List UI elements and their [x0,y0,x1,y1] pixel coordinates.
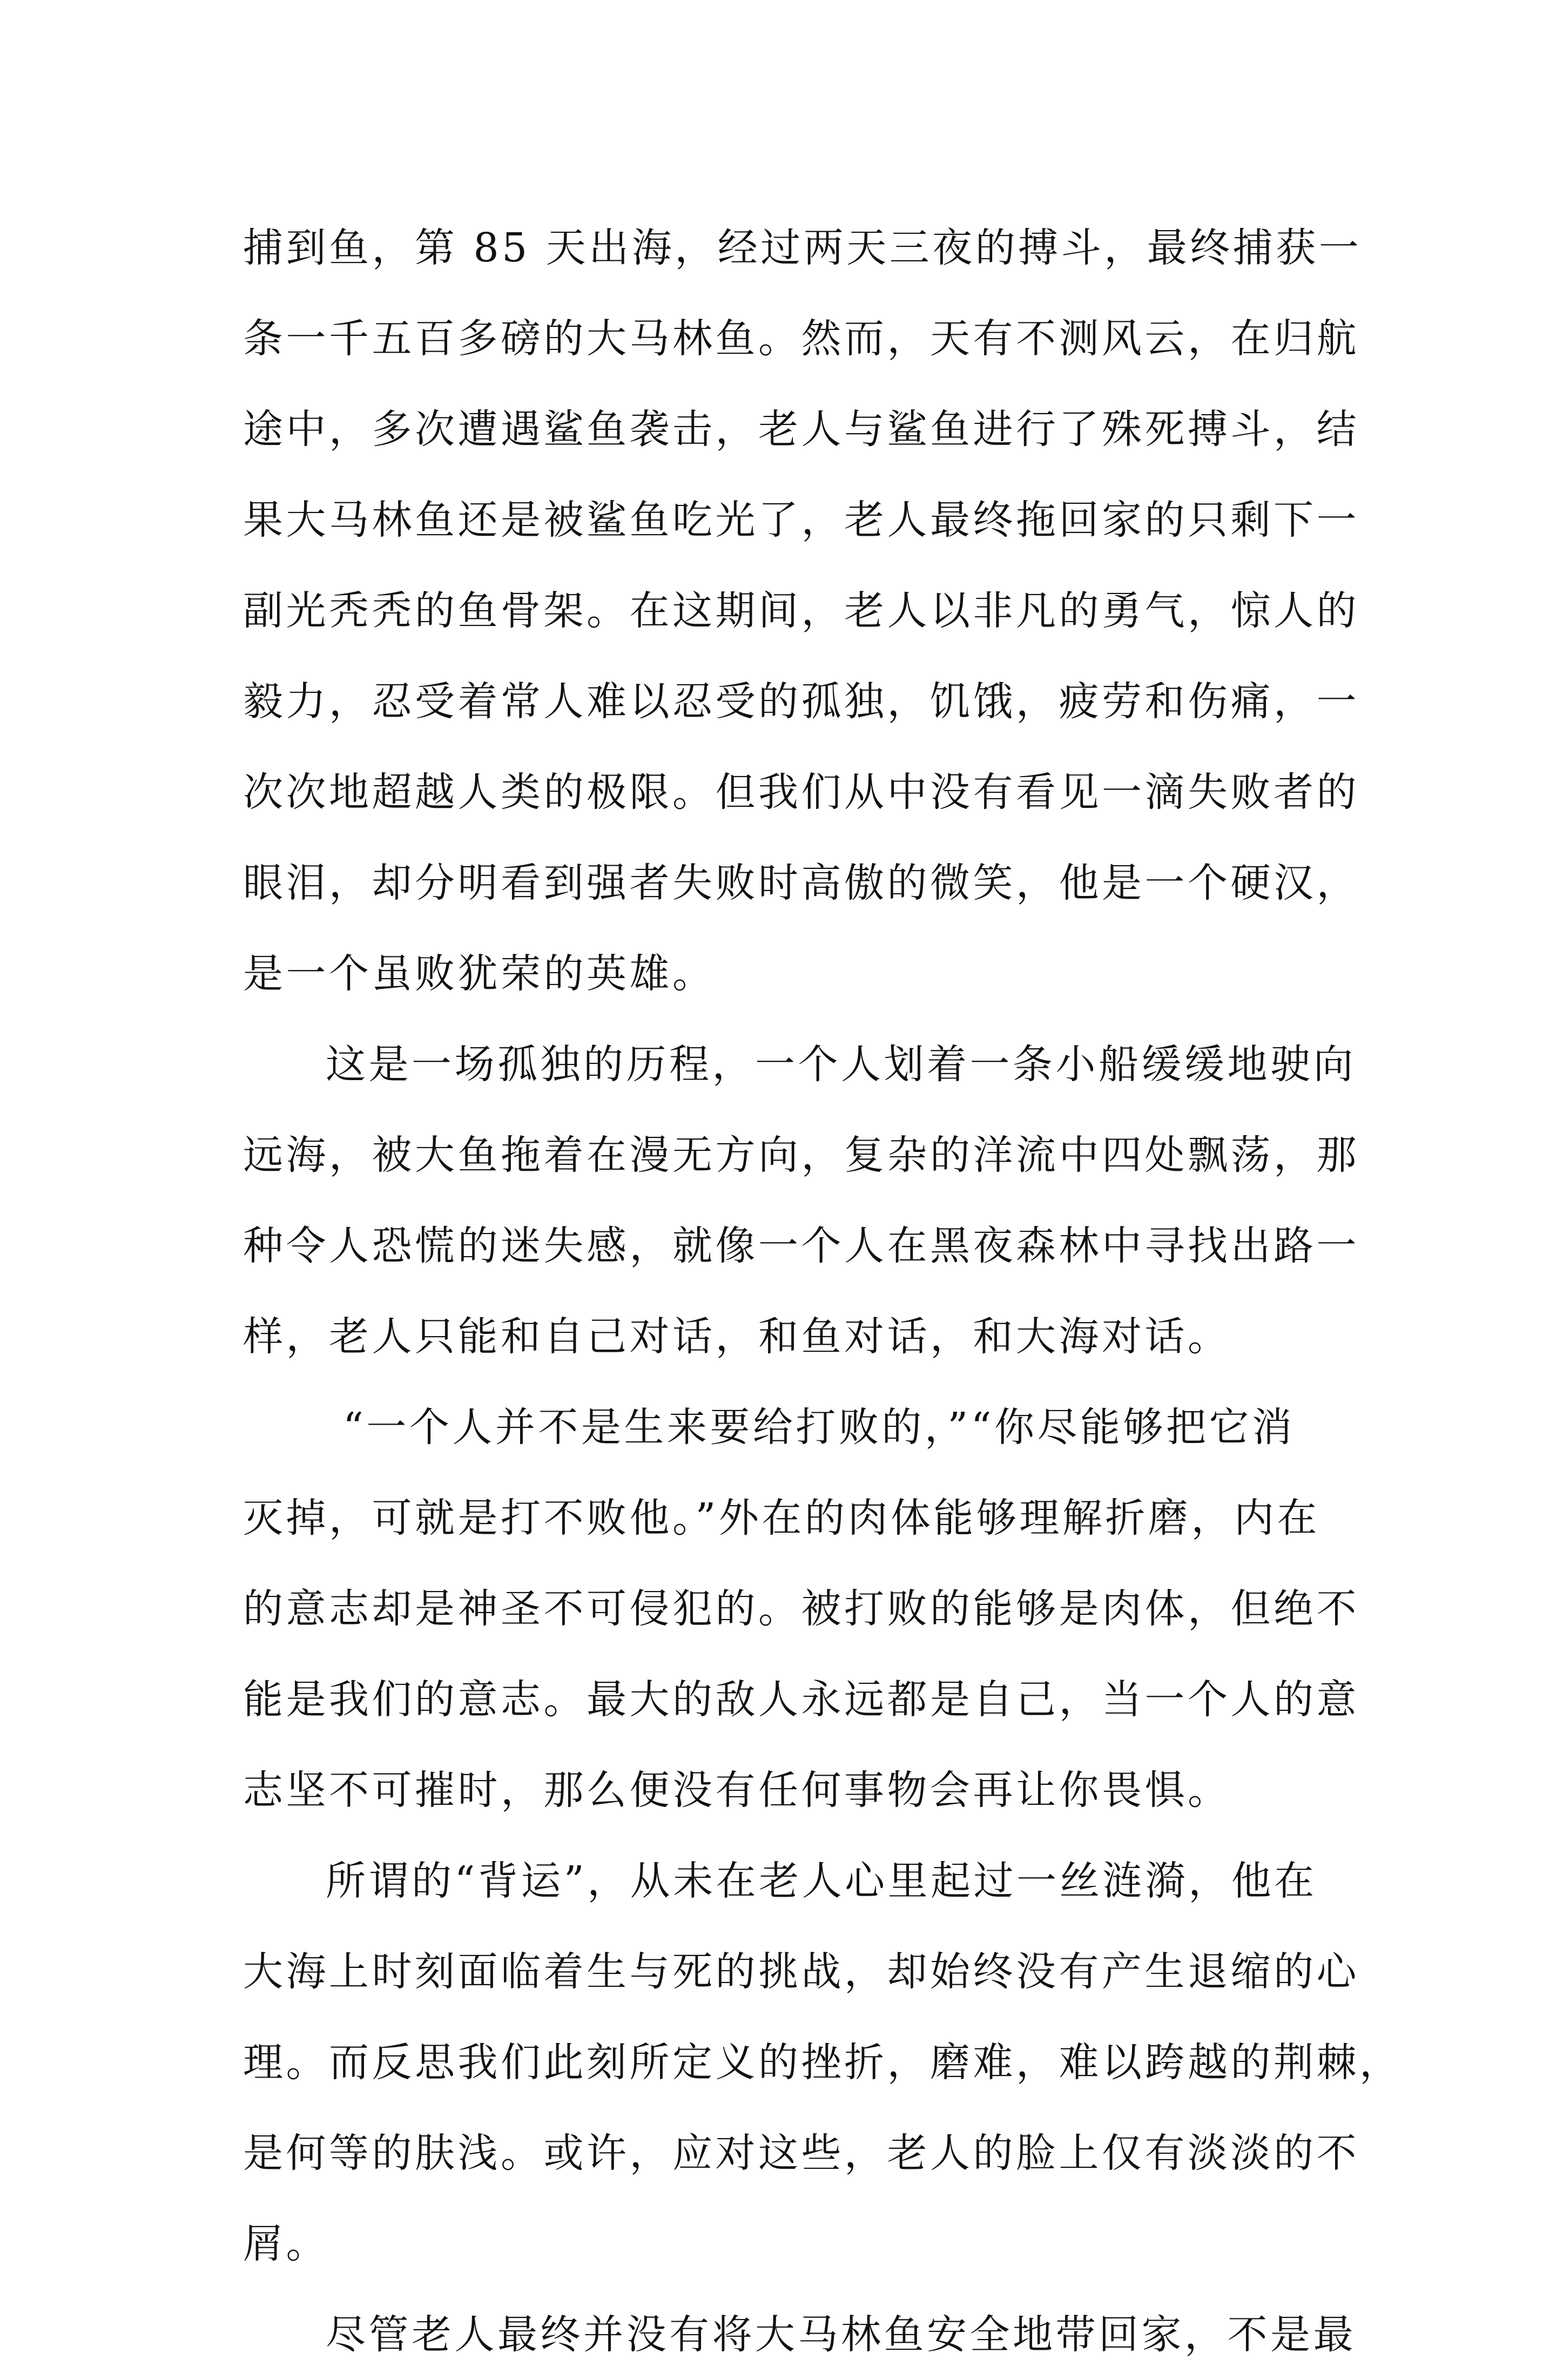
text-line: 能是我们的意志。最大的敌人永远都是自己，当一个人的意 [243,1676,1359,1723]
text-line: 的意志却是神圣不可侵犯的。被打败的能够是肉体，但绝不 [243,1586,1359,1632]
text-line: 远海，被大鱼拖着在漫无方向，复杂的洋流中四处飘荡，那 [243,1132,1359,1178]
text-line: 是何等的肤浅。或许，应对这些，老人的脸上仅有淡淡的不 [243,2130,1359,2176]
text-line: 理。而反思我们此刻所定义的挫折，磨难，难以跨越的荆棘， [243,2039,1403,2086]
paragraph-start: 尽管老人最终并没有将大马林鱼安全地带回家，不是最 [326,2311,1356,2358]
paragraph-start: “一个人并不是生来要给打败的，”“你尽能够把它消 [343,1404,1295,1451]
text-line: 志坚不可摧时，那么便没有任何事物会再让你畏惧。 [243,1767,1231,1813]
text-line: 毅力，忍受着常人难以忍受的孤独，饥饿，疲劳和伤痛，一 [243,678,1359,725]
text-line: 种令人恐慌的迷失感，就像一个人在黑夜森林中寻找出路一 [243,1223,1359,1269]
text-line: 途中，多次遭遇鲨鱼袭击，老人与鲨鱼进行了殊死搏斗，结 [243,406,1359,453]
text-line: 条一千五百多磅的大马林鱼。然而，天有不测风云，在归航 [243,315,1359,362]
text-line: 次次地超越人类的极限。但我们从中没有看见一滴失败者的 [243,769,1359,815]
text-line: 果大马林鱼还是被鲨鱼吃光了，老人最终拖回家的只剩下一 [243,497,1359,543]
body-text [243,203,1403,2380]
text-line: 是一个虽败犹荣的英雄。 [243,950,716,997]
text-line: 眼泪，却分明看到强者失败时高傲的微笑，他是一个硬汉， [243,860,1359,906]
text-line: 屑。 [243,2221,329,2267]
text-line: 大海上时刻面临着生与死的挑战，却始终没有产生退缩的心 [243,1949,1359,1995]
text-line: 灭掉，可就是打不败他。”外在的肉体能够理解折磨，内在 [243,1495,1320,1541]
text-line: 捕到鱼，第 85 天出海，经过两天三夜的搏斗，最终捕获一 [243,225,1362,271]
text-line: 副光秃秃的鱼骨架。在这期间，老人以非凡的勇气，惊人的 [243,588,1359,634]
paragraph-start: 所谓的“背运”，从未在老人心里起过一丝涟漪，他在 [326,1858,1317,1904]
paragraph-start: 这是一场孤独的历程，一个人划着一条小船缓缓地驶向 [326,1041,1356,1088]
text-line: 样，老人只能和自己对话，和鱼对话，和大海对话。 [243,1313,1231,1360]
